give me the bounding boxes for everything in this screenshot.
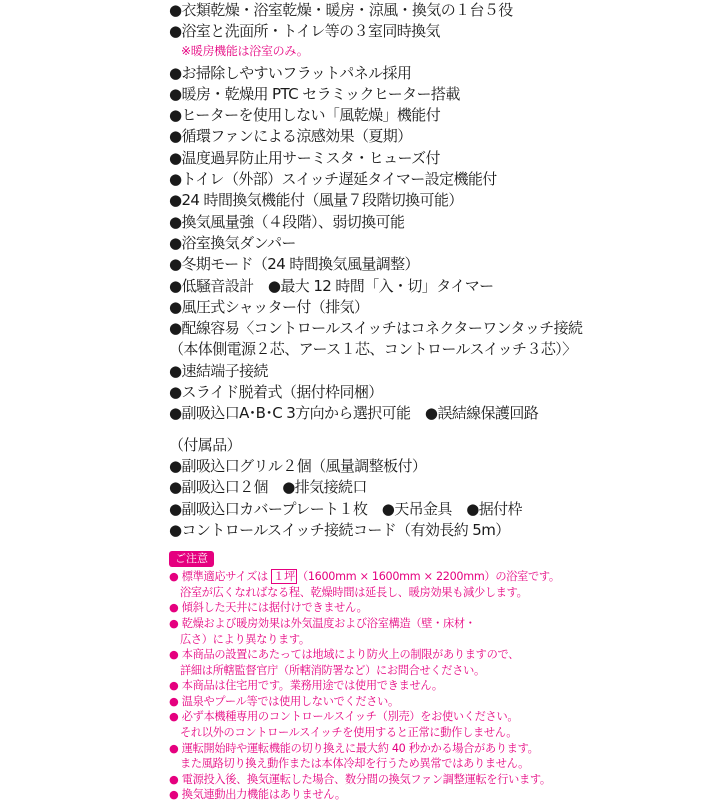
- accessory-heading: （付属品）: [169, 435, 242, 454]
- caution-text: また風路切り換え動作または本体冷却を行うため異常ではありません。: [180, 757, 530, 771]
- caution-item: [169, 725, 709, 741]
- feature-line: ●スライド脱着式（据付枠同梱）: [169, 383, 383, 402]
- caution-text: ● 傾斜した天井には据付けできません。: [169, 601, 368, 615]
- caution-text: ● 本商品の設置にあたっては地域により防火上の制限がありますので、: [169, 648, 520, 662]
- feature-line: ●ヒーターを使用しない「風乾燥」機能付: [169, 106, 441, 125]
- accessory-line: ●副吸込口カバープレート１枚 ●天吊金具 ●据付枠: [169, 499, 522, 518]
- caution-item: [169, 569, 709, 585]
- caution-item: [169, 616, 709, 632]
- caution-text: ● 運転開始時や運転機能の切り換えに最大約 40 秒かかる場合があります。: [169, 741, 539, 755]
- heating-note: ※暖房機能は浴室のみ。: [181, 43, 309, 58]
- caution-item: [169, 585, 709, 601]
- feature-line: ●循環ファンによる涼感効果（夏期）: [169, 127, 412, 146]
- caution-text: ● 本商品は住宅用です。業務用途では使用できません。: [169, 679, 443, 693]
- accessory-list: [169, 435, 709, 541]
- caution-text: 浴室が広くなればなる程、乾燥時間は延長し、暖房効果も減少します。: [180, 585, 528, 599]
- caution-text: ● 温泉やプール等では使用しないでください。: [169, 694, 399, 708]
- feature-line: ●衣類乾燥・浴室乾燥・暖房・涼風・換気の１台５役: [169, 1, 513, 19]
- caution-text: （1600mm × 1600mm × 2200mm）の浴室です。: [296, 570, 560, 584]
- caution-text: ● 電源投入後、換気運転した場合、数分間の換気ファン調整運転を行います。: [169, 772, 551, 786]
- feature-line: ●冬期モード（24 時間換気風量調整）: [169, 255, 419, 274]
- caution-text: ● 必ず本機種専用のコントロールスイッチ（別売）をお使いください。: [169, 710, 519, 724]
- accessory-line: ●副吸込口２個 ●排気接続口: [169, 478, 367, 497]
- feature-line: ●お掃除しやすいフラットパネル採用: [169, 63, 412, 82]
- spec-document: [169, 0, 709, 803]
- caution-item: [169, 772, 709, 788]
- feature-line: ●配線容易〈コントロールスイッチはコネクターワンタッチ接続: [169, 319, 583, 338]
- feature-line: ●温度過昇防止用サーミスタ・ヒューズ付: [169, 148, 440, 167]
- caution-item: [169, 632, 709, 648]
- accessory-line: ●副吸込口グリル２個（風量調整板付）: [169, 456, 427, 475]
- caution-text: ● 換気連動出力機能はありません。: [169, 788, 346, 802]
- feature-line: ●低騒音設計 ●最大 12 時間「入・切」タイマー: [169, 276, 494, 295]
- section-gap: [169, 425, 709, 435]
- caution-item: [169, 678, 709, 694]
- caution-text: 広さ）により異なります。: [180, 632, 310, 646]
- feature-line: ●換気風量強（４段階）、弱切換可能: [169, 212, 405, 231]
- caution-item: [169, 663, 709, 679]
- feature-line: ●風圧式シャッター付（排気）: [169, 297, 369, 316]
- feature-line: （本体側電源２芯、アース１芯、コントロールスイッチ３芯）〉: [169, 340, 577, 359]
- feature-line: ●トイレ（外部）スイッチ遅延タイマー設定機能付: [169, 170, 497, 189]
- caution-list: [169, 569, 709, 803]
- feature-line: ●浴室換気ダンパー: [169, 233, 296, 252]
- caution-text: ● 乾燥および暖房効果は外気温度および浴室構造（壁・床材・: [169, 616, 476, 630]
- accessory-line: ●コントロールスイッチ接続コード（有効長約 5m）: [169, 520, 510, 539]
- feature-list: [169, 0, 709, 425]
- feature-line: ●24 時間換気機能付（風量７段階切換可能）: [169, 191, 463, 210]
- caution-item: [169, 787, 709, 803]
- caution-text: ● 標準適応サイズは: [169, 570, 272, 584]
- feature-line: ●速結端子接続: [169, 361, 268, 380]
- caution-badge: ご注意: [169, 551, 214, 567]
- boxed-size: １坪: [273, 570, 295, 584]
- caution-item: [169, 600, 709, 616]
- caution-item: [169, 741, 709, 757]
- feature-line: ●暖房・乾燥用 PTC セラミックヒーター搭載: [169, 84, 460, 103]
- caution-item: [169, 694, 709, 710]
- feature-line: ●浴室と洗面所・トイレ等の３室同時換気: [169, 22, 440, 41]
- caution-item: [169, 647, 709, 663]
- caution-section: [169, 547, 709, 803]
- caution-item: [169, 756, 709, 772]
- feature-line: ●副吸込口A･B･C 3方向から選択可能 ●誤結線保護回路: [169, 404, 539, 423]
- caution-text: 詳細は所轄監督官庁（所轄消防署など）にお問合せください。: [180, 663, 485, 677]
- caution-item: [169, 709, 709, 725]
- caution-text: それ以外のコントロールスイッチを使用すると正常に動作しません。: [180, 726, 518, 740]
